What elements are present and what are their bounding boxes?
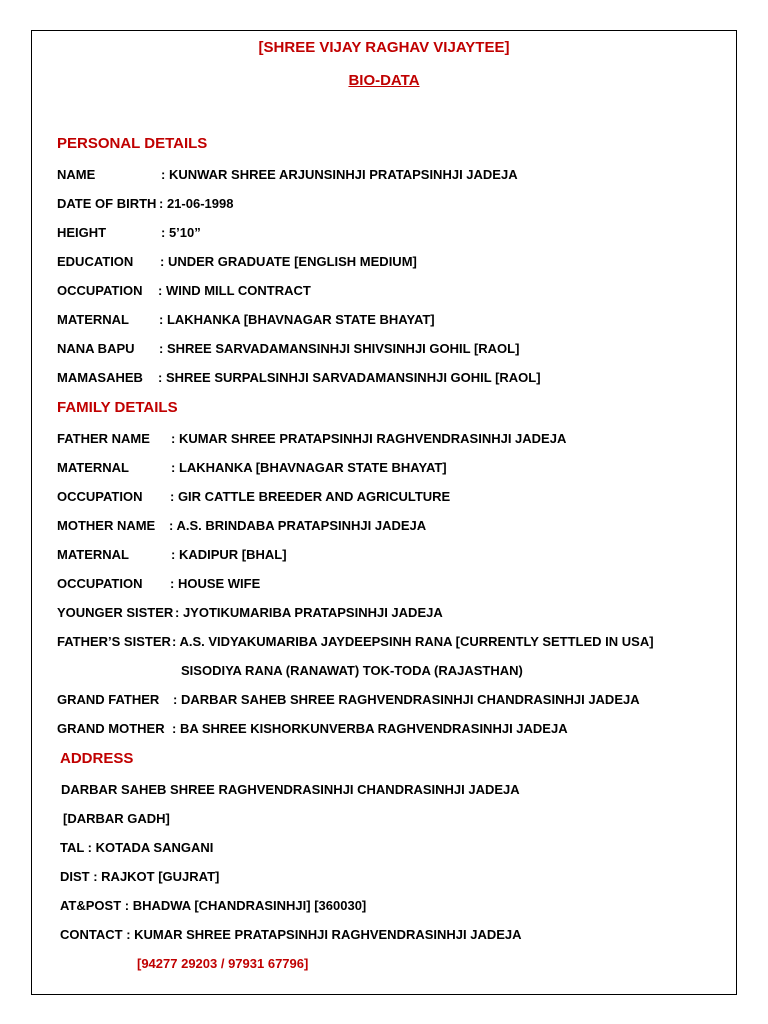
row-value: : HOUSE WIFE: [170, 576, 261, 591]
row-label: MAMASAHEB: [57, 370, 143, 385]
row-label: NAME: [57, 167, 96, 182]
row-value: : GIR CATTLE BREEDER AND AGRICULTURE: [170, 489, 451, 504]
contact-line: CONTACT : KUMAR SHREE PRATAPSINHJI RAGHVENDRASINHJI JADEJA: [60, 927, 522, 942]
row-value: : 21-06-1998: [159, 196, 234, 211]
row-label: OCCUPATION: [57, 576, 143, 591]
row-label: OCCUPATION: [57, 489, 143, 504]
row-value: : BA SHREE KISHORKUNVERBA RAGHVENDRASINHJI JADEJA: [172, 721, 568, 736]
row-value: : WIND MILL CONTRACT: [158, 283, 311, 298]
address-line: DARBAR SAHEB SHREE RAGHVENDRASINHJI CHANDRASINHJI JADEJA: [61, 782, 520, 797]
row-value: : A.S. BRINDABA PRATAPSINHJI JADEJA: [169, 518, 427, 533]
personal-details-heading: PERSONAL DETAILS: [57, 135, 208, 152]
row-label: YOUNGER SISTER: [57, 605, 174, 620]
row-label: MATERNAL: [57, 547, 129, 562]
row-label: NANA BAPU: [57, 341, 135, 356]
row-value: : LAKHANKA [BHAVNAGAR STATE BHAYAT]: [171, 460, 447, 475]
row-value: : 5’10”: [161, 225, 201, 240]
row-label: EDUCATION: [57, 254, 134, 269]
address-line: [DARBAR GADH]: [63, 811, 170, 826]
address-heading: ADDRESS: [60, 750, 134, 767]
row-value: : SHREE SURPALSINHJI SARVADAMANSINHJI GOHIL [RAOL]: [158, 370, 541, 385]
contact-phone-numbers: [94277 29203 / 97931 67796]: [137, 956, 309, 971]
doc-subtitle: [0, 73, 768, 89]
row-label: GRAND MOTHER: [57, 721, 165, 736]
row-value: : DARBAR SAHEB SHREE RAGHVENDRASINHJI CHANDRASINHJI JADEJA: [173, 692, 640, 707]
row-value: : A.S. VIDYAKUMARIBA JAYDEEPSINH RANA [CURRENTLY SETTLED IN USA]: [172, 634, 654, 649]
row-label: MATERNAL: [57, 460, 129, 475]
row-value: : KUNWAR SHREE ARJUNSINHJI PRATAPSINHJI JADEJA: [161, 167, 518, 182]
row-label: DATE OF BIRTH: [57, 196, 157, 211]
family-details-heading: FAMILY DETAILS: [57, 399, 178, 416]
row-label: GRAND FATHER: [57, 692, 160, 707]
row-label: FATHER’S SISTER: [57, 634, 171, 649]
row-value: SISODIYA RANA (RANAWAT) TOK-TODA (RAJASTHAN): [181, 663, 523, 678]
row-value: : JYOTIKUMARIBA PRATAPSINHJI JADEJA: [175, 605, 443, 620]
row-value: : KUMAR SHREE PRATAPSINHJI RAGHVENDRASINHJI JADEJA: [171, 431, 567, 446]
doc-title: [SHREE VIJAY RAGHAV VIJAYTEE]: [258, 39, 510, 56]
row-value: : SHREE SARVADAMANSINHJI SHIVSINHJI GOHIL [RAOL]: [159, 341, 520, 356]
row-value: : LAKHANKA [BHAVNAGAR STATE BHAYAT]: [159, 312, 435, 327]
row-label: MOTHER NAME: [57, 518, 156, 533]
doc-subtitle-text: BIO-DATA: [348, 72, 420, 89]
address-line: TAL : KOTADA SANGANI: [60, 840, 214, 855]
row-label: HEIGHT: [57, 225, 107, 240]
row-value: : KADIPUR [BHAL]: [171, 547, 287, 562]
row-label: MATERNAL: [57, 312, 129, 327]
row-value: : UNDER GRADUATE [ENGLISH MEDIUM]: [160, 254, 417, 269]
row-label: FATHER NAME: [57, 431, 150, 446]
row-label: OCCUPATION: [57, 283, 143, 298]
address-line: AT&POST : BHADWA [CHANDRASINHJI] [360030]: [60, 898, 367, 913]
address-line: DIST : RAJKOT [GUJRAT]: [60, 869, 220, 884]
